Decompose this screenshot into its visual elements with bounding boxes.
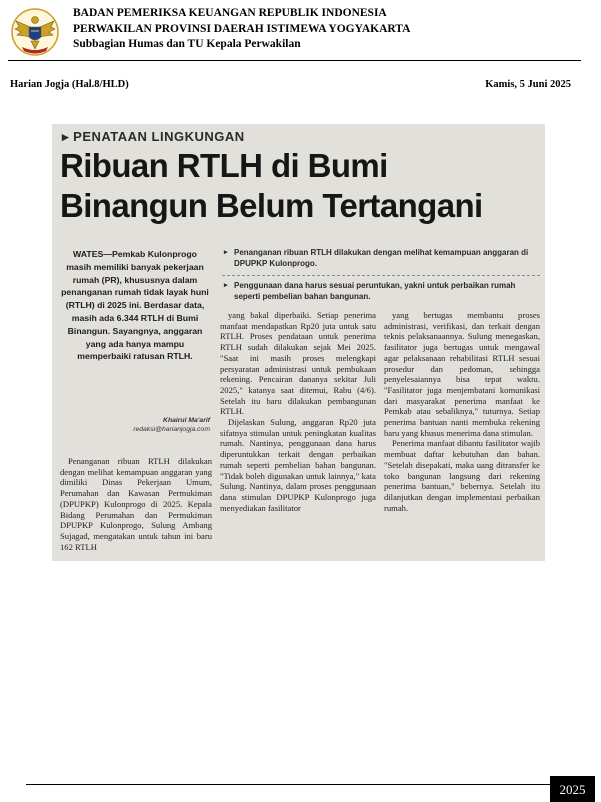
headline-line: Ribuan RTLH di Bumi bbox=[60, 147, 388, 184]
newspaper-source: Harian Jogja (Hal.8/HLD) bbox=[10, 79, 129, 90]
article-column-1 bbox=[60, 456, 212, 552]
article-byline bbox=[92, 416, 210, 434]
organization-header bbox=[73, 6, 410, 53]
article-lead: WATES—Pemkab Kulonprogo masih memiliki banyak pekerjaan rumah (PR), khususnya dalam penanganan rumah tidak layak huni (RTLH) di 2025 ini. Berdasar data, masih ada 6.344 RTLH di Bumi Binangun. Sayangnya, anggaran yang ada hanya mampu memperbaiki ratusan RTLH. bbox=[61, 249, 209, 362]
highlight-item bbox=[222, 248, 540, 269]
bpk-garuda-emblem-icon bbox=[10, 7, 60, 57]
org-branch-line: PERWAKILAN PROVINSI DAERAH ISTIMEWA YOGYAKARTA bbox=[73, 22, 411, 35]
byline-email: redaksi@harianjogja.com bbox=[133, 426, 210, 433]
highlight-arrow-icon: ▸ bbox=[224, 249, 228, 256]
footer-divider bbox=[26, 784, 550, 785]
rubric-label: PENATAAN LINGKUNGAN bbox=[73, 129, 245, 144]
rubric-arrow-icon: ▸ bbox=[62, 129, 70, 144]
highlight-item bbox=[222, 281, 540, 302]
article-paragraph: Dijelaskan Sulung, anggaran Rp20 juta sifatnya stimulan untuk peningkatan kualitas rumah. Nantinya, penggunaan dana harus diperuntukkan terkait dengan perbaikan rumah seperti pembelian bahan bangunan. "Tidak boleh digunakan untuk lainnya," kata Sulung. Nantinya, dalam proses penggunaan dana stimulan DPUPKP Kulonprogo juga menyediakan fasilitator bbox=[220, 417, 376, 513]
highlight-divider bbox=[222, 275, 540, 276]
highlight-arrow-icon: ▸ bbox=[224, 282, 228, 289]
publication-date: Kamis, 5 Juni 2025 bbox=[485, 79, 571, 90]
byline-name: Khairul Ma'arif bbox=[163, 417, 210, 424]
header-divider bbox=[8, 60, 581, 61]
highlight-text: Penanganan ribuan RTLH dilakukan dengan melihat kemampuan anggaran di DPUPKP Kulonprogo. bbox=[234, 248, 529, 268]
article-highlights bbox=[222, 248, 540, 308]
org-name-line: BADAN PEMERIKSA KEUANGAN REPUBLIK INDONESIA bbox=[73, 7, 387, 19]
headline-line: Binangun Belum Tertangani bbox=[60, 187, 483, 224]
article-column-3 bbox=[384, 310, 540, 513]
article-paragraph: yang bertugas membantu proses administrasi, verifikasi, dan terkait dengan teknis pelaksanaannya. Sulung menegaskan, fasilitator juga bertugas untuk mengawal agar pelaksanaan rehabilitasi RTLH sesuai prosedur dan pedoman, sehingga penyelesaiannya bisa tepat waktu. "Fasilitator juga menjembatani komunikasi dari masyarakat penerima manfaat ke Pemkab atau sebaliknya," tuturnya. Setiap penerima bantuan nanti membuka rekening baru yang khusus menerima dana stimulan. bbox=[384, 310, 540, 438]
highlight-text: Penggunaan dana harus sesuai peruntukan, yakni untuk perbaikan rumah seperti pembelian bahan bangunan. bbox=[234, 281, 516, 301]
org-unit-line: Subbagian Humas dan TU Kepala Perwakilan bbox=[73, 38, 301, 50]
article-paragraph: Penerima manfaat dibantu fasilitator wajib membuat daftar kebutuhan dan bahan. "Setelah disepakati, maka uang ditransfer ke toko bangunan langsung dari rekening penerima bantuan," bebernya. Setelah itu dilanjutkan dengan implementasi perbaikan rumah. bbox=[384, 438, 540, 513]
article-column-2 bbox=[220, 310, 376, 513]
newspaper-clipping bbox=[52, 124, 545, 561]
article-paragraph: Penanganan ribuan RTLH dilakukan dengan melihat kemampuan anggaran yang dimiliki Dinas Pekerjaan Umum, Perumahan dan Kawasan Permukiman (DPUPKP) Kulonprogo di 2025. Kepala Bidang Perumahan dan Permukiman DPUPKP Kulonprogo, Sulung Ambang Sujagad, mengatakan untuk tahun ini baru 162 RTLH bbox=[60, 456, 212, 552]
article-rubric bbox=[62, 129, 245, 145]
article-headline bbox=[60, 146, 483, 226]
page-year-badge: 2025 bbox=[550, 776, 595, 802]
article-paragraph: yang bakal diperbaiki. Setiap penerima manfaat mendapatkan Rp20 juta untuk satu RTLH. Proses pendataan untuk penerima RTLH sudah dilakukan sejak Mei 2025. "Saat ini masih proses melengkapi persyaratan administrasi untuk pembukaan rekening. Pencairan dananya sekitar Juli 2025," katanya saat ditemui, Rabu (4/6). Setelah itu baru dilakukan pembangunan RTLH. bbox=[220, 310, 376, 417]
